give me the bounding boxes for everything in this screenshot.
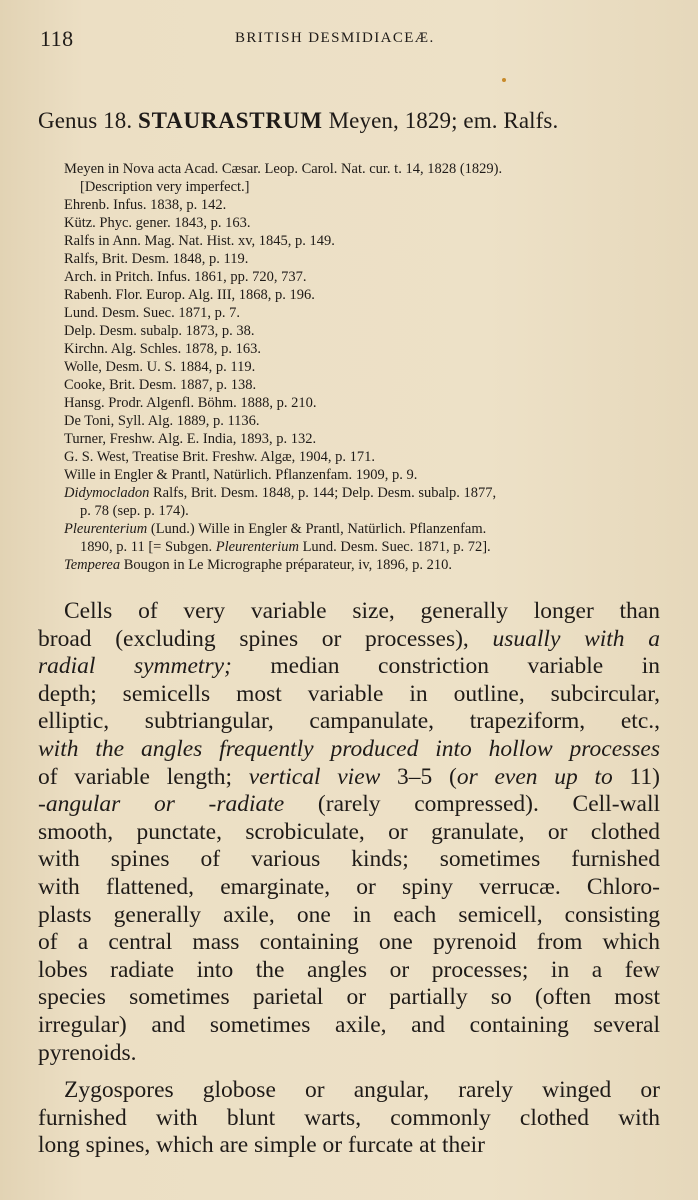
- text-line: [38, 1040, 660, 1068]
- text-line: [38, 653, 660, 681]
- reference-item: [64, 340, 674, 358]
- body-text: 3–5 (: [380, 763, 457, 790]
- reference-text: Meyen in Nova acta Acad. Cæsar. Leop. Carol. Nat. cur. t. 14, 1828 (1829).: [64, 161, 503, 177]
- reference-item: [64, 466, 674, 484]
- italic-text: with the angles frequently produced into hollow processes: [38, 735, 660, 762]
- body-text: elliptic, subtriangular, campanulate, trapeziform, etc.,: [38, 708, 660, 735]
- reference-item: [64, 448, 674, 466]
- reference-text: Ehrenb. Infus. 1838, p. 142.: [64, 197, 227, 213]
- reference-item: [64, 250, 674, 268]
- text-line: [38, 764, 660, 792]
- reference-text: p. 78 (sep. p. 174).: [80, 503, 189, 519]
- text-line: [38, 874, 660, 902]
- reference-item: [64, 304, 674, 322]
- text-line: [38, 846, 660, 874]
- reference-item: [64, 286, 674, 304]
- reference-text: Lund. Desm. Suec. 1871, p. 72].: [298, 539, 491, 555]
- text-line: [38, 1132, 660, 1160]
- reference-text: Wille in Engler & Prantl, Natürlich. Pflanzenfam. 1909, p. 9.: [64, 467, 418, 483]
- italic-text: vertical view: [248, 763, 381, 790]
- body-text: depth; semicells most variable in outline, subcircular,: [38, 680, 660, 707]
- reference-list: [64, 160, 674, 574]
- text-line: [38, 1077, 660, 1105]
- reference-text: Ralfs in Ann. Mag. Nat. Hist. xv, 1845, p. 149.: [64, 233, 335, 249]
- reference-text: Rabenh. Flor. Europ. Alg. III, 1868, p. 196.: [64, 287, 315, 303]
- reference-synonym: Temperea: [64, 557, 121, 573]
- reference-synonym: Pleurenterium: [64, 521, 148, 537]
- paper-speck: [502, 78, 506, 82]
- reference-item: [64, 520, 674, 538]
- body-text: furnished with blunt warts, commonly clothed with: [38, 1104, 660, 1131]
- reference-text: Kirchn. Alg. Schles. 1878, p. 163.: [64, 341, 261, 357]
- body-text: Zygospores globose or angular, rarely winged or: [64, 1077, 660, 1104]
- reference-synonym: Didymocladon: [64, 485, 150, 501]
- reference-item: [64, 232, 674, 250]
- reference-item: [64, 502, 674, 520]
- reference-text: Ralfs, Brit. Desm. 1848, p. 119.: [64, 251, 249, 267]
- reference-item: [64, 160, 674, 178]
- italic-text: or even up to: [456, 763, 613, 790]
- reference-item: [64, 178, 674, 196]
- genus-name: STAURASTRUM: [138, 108, 323, 133]
- reference-text: Lund. Desm. Suec. 1871, p. 7.: [64, 305, 240, 321]
- italic-text: usually with a: [492, 625, 660, 652]
- reference-text: Hansg. Prodr. Algenfl. Böhm. 1888, p. 210.: [64, 395, 317, 411]
- running-head: [40, 26, 680, 54]
- text-line: [38, 1012, 660, 1040]
- body-text: of a central mass containing one pyrenoid from which: [38, 929, 660, 956]
- text-line: [38, 626, 660, 654]
- body-text: 11): [612, 763, 661, 790]
- description-paragraph: [38, 598, 660, 1067]
- reference-item: [64, 412, 674, 430]
- text-line: [38, 598, 660, 626]
- reference-item: [64, 556, 674, 574]
- body-text: Cells of very variable size, generally longer than: [64, 598, 660, 624]
- genus-heading: [38, 108, 668, 134]
- reference-synonym: Pleurenterium: [215, 539, 299, 555]
- reference-item: [64, 394, 674, 412]
- body-text: broad (excluding spines or processes),: [38, 625, 493, 652]
- genus-description: [38, 598, 660, 1160]
- text-line: [38, 929, 660, 957]
- italic-text: radial symmetry;: [38, 653, 232, 680]
- page-number: 118: [40, 26, 74, 51]
- body-text: pyrenoids.: [38, 1039, 137, 1066]
- reference-text: Ralfs, Brit. Desm. 1848, p. 144; Delp. Desm. subalp. 1877,: [149, 485, 497, 501]
- text-line: [38, 1105, 660, 1133]
- text-line: [38, 902, 660, 930]
- reference-text: Bougon in Le Micrographe préparateur, iv, 1896, p. 210.: [120, 557, 453, 573]
- reference-text: 1890, p. 11 [= Subgen.: [80, 539, 216, 555]
- body-text: of variable length;: [38, 763, 249, 790]
- reference-text: Kütz. Phyc. gener. 1843, p. 163.: [64, 215, 251, 231]
- text-line: [38, 957, 660, 985]
- body-text: species sometimes parietal or partially so (often most: [38, 984, 660, 1011]
- body-text: with spines of various kinds; sometimes furnished: [38, 846, 660, 873]
- reference-text: Turner, Freshw. Alg. E. India, 1893, p. 132.: [64, 431, 317, 447]
- reference-text: Delp. Desm. subalp. 1873, p. 38.: [64, 323, 255, 339]
- text-line: [38, 819, 660, 847]
- reference-item: [64, 196, 674, 214]
- reference-item: [64, 268, 674, 286]
- zygospore-paragraph: [38, 1077, 660, 1160]
- reference-text: Wolle, Desm. U. S. 1884, p. 119.: [64, 359, 256, 375]
- text-line: [38, 736, 660, 764]
- reference-text: G. S. West, Treatise Brit. Freshw. Algæ, 1904, p. 171.: [64, 449, 376, 465]
- text-line: [38, 791, 660, 819]
- reference-item: [64, 322, 674, 340]
- body-text: plasts generally axile, one in each semicell, consisting: [38, 901, 660, 928]
- reference-text: Cooke, Brit. Desm. 1887, p. 138.: [64, 377, 257, 393]
- genus-prefix: Genus 18.: [38, 108, 133, 133]
- body-text: long spines, which are simple or furcate at their: [38, 1132, 486, 1159]
- running-title: BRITISH DESMIDIACEÆ.: [235, 30, 435, 46]
- italic-text: -angular or -radiate: [38, 791, 285, 818]
- reference-item: [64, 358, 674, 376]
- reference-text: [Description very imperfect.]: [80, 179, 250, 195]
- body-text: with flattened, emarginate, or spiny verrucæ. Chloro-: [38, 873, 660, 900]
- body-text: (rarely compressed). Cell-wall: [284, 791, 660, 818]
- text-line: [38, 708, 660, 736]
- text-line: [38, 681, 660, 709]
- reference-item: [64, 376, 674, 394]
- genus-authority: Meyen, 1829; em. Ralfs.: [328, 108, 559, 133]
- reference-text: (Lund.) Wille in Engler & Prantl, Natürlich. Pflanzenfam.: [147, 521, 487, 537]
- reference-item: [64, 484, 674, 502]
- reference-item: [64, 538, 674, 556]
- reference-item: [64, 214, 674, 232]
- body-text: smooth, punctate, scrobiculate, or granulate, or clothed: [38, 818, 660, 845]
- body-text: irregular) and sometimes axile, and containing several: [38, 1011, 660, 1038]
- reference-text: De Toni, Syll. Alg. 1889, p. 1136.: [64, 413, 260, 429]
- body-text: median constriction variable in: [231, 653, 660, 680]
- reference-item: [64, 430, 674, 448]
- body-text: lobes radiate into the angles or processes; in a few: [38, 956, 660, 983]
- reference-text: Arch. in Pritch. Infus. 1861, pp. 720, 737.: [64, 269, 307, 285]
- text-line: [38, 984, 660, 1012]
